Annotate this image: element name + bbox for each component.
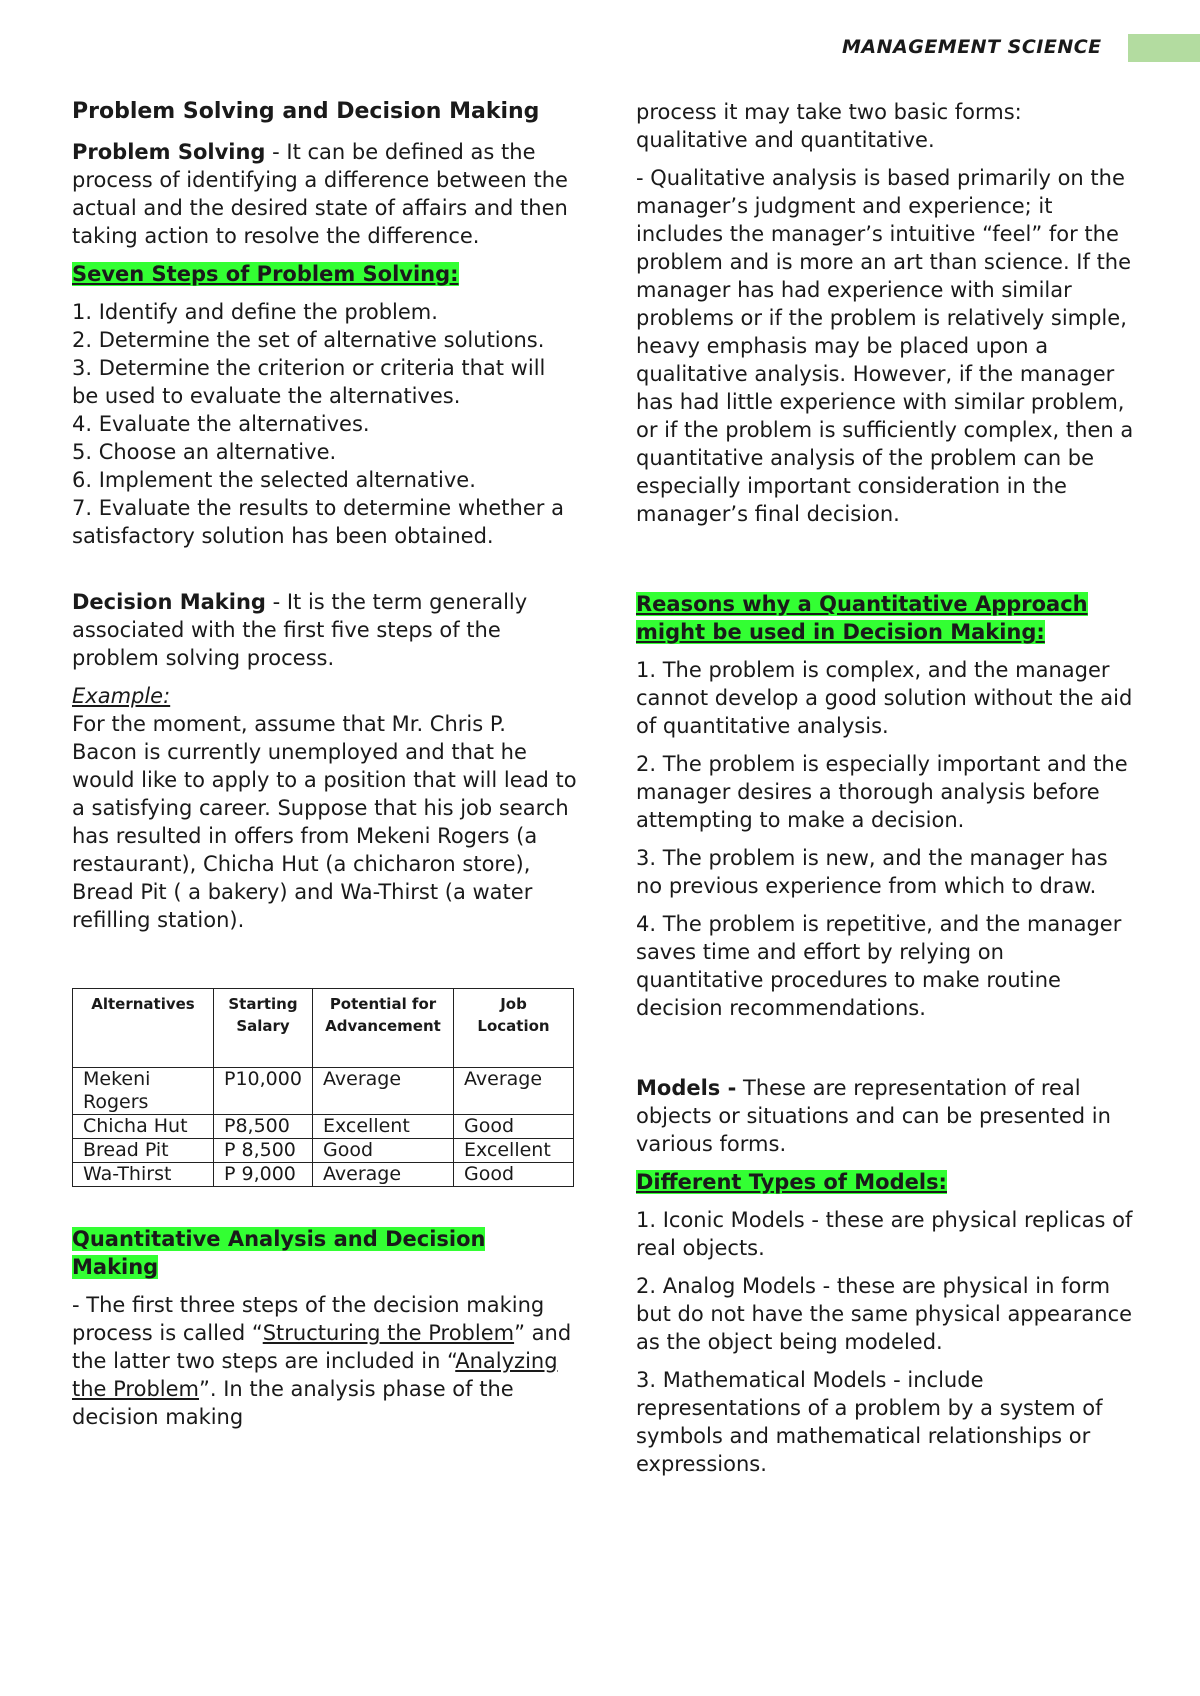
types-heading-wrap	[636, 1168, 1136, 1196]
list-item: 2. Analog Models - these are physical in form but do not have the same physical appearance as the object being modeled.	[636, 1274, 1133, 1354]
list-item: 3. The problem is new, and the manager has no previous experience from which to draw.	[636, 846, 1108, 898]
types-heading: Different Types of Models:	[636, 1170, 947, 1194]
table-header: Alternatives	[73, 989, 214, 1068]
qa-heading-wrap	[72, 1225, 577, 1281]
list-item: 3. Mathematical Models - include representations of a problem by a system of symbols and mathematical relationships or expressions.	[636, 1368, 1103, 1476]
decision-making-definition	[72, 588, 577, 672]
reasons-heading: Reasons why a Quantitative Approach might be used in Decision Making:	[636, 592, 1088, 644]
table-cell: Chicha Hut	[73, 1115, 214, 1139]
list-item: 2. Determine the set of alternative solutions.	[72, 328, 545, 352]
qa-paragraph	[72, 1291, 577, 1431]
table-cell: Mekeni Rogers	[73, 1068, 214, 1115]
doc-title: Problem Solving and Decision Making	[72, 99, 540, 124]
steps-list	[72, 298, 577, 550]
qa-text: - The first three steps of the decision making process is called “	[72, 1293, 545, 1345]
decision-making-def-text: - It is the term generally associated with the first five steps of the problem solving process.	[72, 590, 528, 670]
table-cell: Excellent	[454, 1139, 574, 1163]
table-cell: Good	[454, 1163, 574, 1187]
example-label: Example:	[72, 684, 171, 708]
models-definition	[636, 1074, 1136, 1158]
problem-solving-definition	[72, 138, 577, 250]
table-row	[73, 1115, 574, 1139]
table-cell: Average	[454, 1068, 574, 1115]
steps-heading: Seven Steps of Problem Solving:	[72, 262, 459, 286]
table-header: Potential for Advancement	[313, 989, 454, 1068]
table-row	[73, 1139, 574, 1163]
steps-heading-wrap	[72, 260, 577, 288]
list-item: 6. Implement the selected alternative.	[72, 468, 476, 492]
table-header: Starting Salary	[214, 989, 313, 1068]
example-text: For the moment, assume that Mr. Chris P. Bacon is currently unemployed and that he would like to apply to a position that will lead to a satisfying career. Suppose that his job search has resulted in offers from Mekeni Rogers (a restaurant), Chicha Hut (a chicharon store), Bread Pit ( a bakery) and Wa-Thirst (a water refilling station).	[72, 712, 577, 932]
table-row	[73, 1163, 574, 1187]
reasons-heading-wrap	[636, 590, 1136, 646]
list-item: 7. Evaluate the results to determine whether a satisfactory solution has been obtained.	[72, 496, 564, 548]
list-item: 3. Determine the criterion or criteria that will be used to evaluate the alternatives.	[72, 356, 546, 408]
table-cell: Average	[313, 1068, 454, 1115]
structuring-problem-term: Structuring the Problem	[262, 1321, 515, 1345]
table-header: Job Location	[454, 989, 574, 1068]
list-item: 1. Iconic Models - these are physical replicas of real objects.	[636, 1208, 1133, 1260]
list-item: 1. The problem is complex, and the manager cannot develop a good solution without the aid of quantitative analysis.	[636, 658, 1133, 738]
qa-text: ” and the latter two steps are included in “	[72, 1321, 572, 1373]
qa-text: ”. In the analysis phase of the decision making	[72, 1377, 514, 1429]
header-title: MANAGEMENT SCIENCE	[842, 36, 1102, 58]
table-cell: Bread Pit	[73, 1139, 214, 1163]
table-cell: Wa-Thirst	[73, 1163, 214, 1187]
table-row	[73, 1068, 574, 1115]
list-item: 4. Evaluate the alternatives.	[72, 412, 370, 436]
qa-heading: Quantitative Analysis and Decision Making	[72, 1227, 486, 1279]
header-accent-bar	[1128, 34, 1200, 62]
table-cell: Good	[454, 1115, 574, 1139]
models-def-text: These are representation of real objects or situations and can be presented in various forms.	[636, 1076, 1111, 1156]
continuation-text: process it may take two basic forms: qualitative and quantitative.	[636, 100, 1022, 152]
left-column	[72, 98, 577, 1431]
table-cell: P 8,500	[214, 1139, 313, 1163]
decision-making-term: Decision Making	[72, 590, 266, 614]
list-item: 5. Choose an alternative.	[72, 440, 337, 464]
problem-solving-def-text: - It can be defined as the process of identifying a difference between the actual and the desired state of affairs and then taking action to resolve the difference.	[72, 140, 568, 248]
right-column	[636, 98, 1136, 1478]
list-item: 2. The problem is especially important and the manager desires a thorough analysis before attempting to make a decision.	[636, 752, 1128, 832]
table-cell: Excellent	[313, 1115, 454, 1139]
table-cell: Average	[313, 1163, 454, 1187]
alternatives-table	[72, 988, 574, 1187]
table-cell: P 9,000	[214, 1163, 313, 1187]
list-item: 1. Identify and define the problem.	[72, 300, 438, 324]
table-cell: P10,000	[214, 1068, 313, 1115]
analyzing-problem-term: Analyzing the Problem	[72, 1349, 558, 1401]
list-item: 4. The problem is repetitive, and the manager saves time and effort by relying on quantitative procedures to make routine decision recommendations.	[636, 912, 1122, 1020]
models-term: Models -	[636, 1076, 737, 1100]
table-cell: Good	[313, 1139, 454, 1163]
table-header-row	[73, 989, 574, 1068]
qualitative-paragraph: - Qualitative analysis is based primarily on the manager’s judgment and experience; it includes the manager’s intuitive “feel” for the problem and is more an art than science. If the manager has had experience with similar problems or if the problem is relatively simple, heavy emphasis may be placed upon a qualitative analysis. However, if the manager has had little experience with similar problem, or if the problem is sufficiently complex, then a quantitative analysis of the problem can be especially important consideration in the manager’s final decision.	[636, 166, 1134, 526]
problem-solving-term: Problem Solving	[72, 140, 266, 164]
table-cell: P8,500	[214, 1115, 313, 1139]
